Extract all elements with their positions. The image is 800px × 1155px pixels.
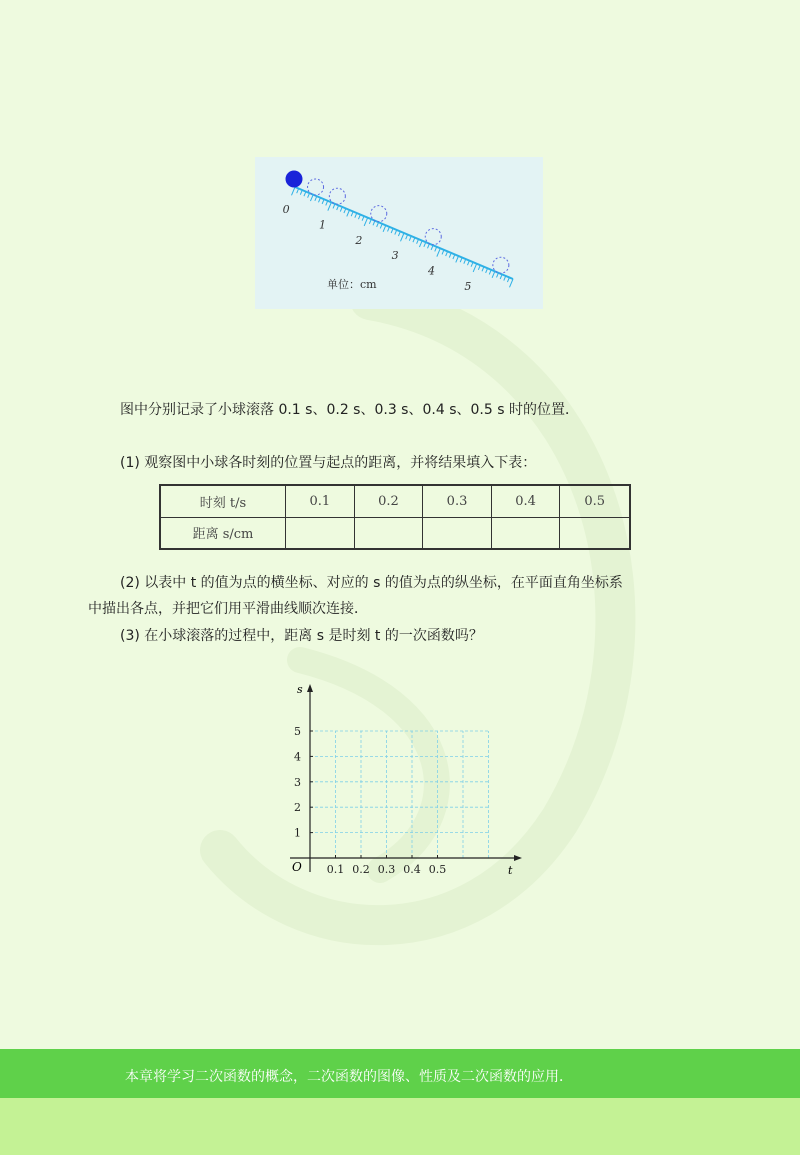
ruler-tick bbox=[355, 213, 357, 218]
y-tick-label: 1 bbox=[294, 826, 301, 840]
ruler bbox=[292, 187, 513, 287]
y-tick-label: 3 bbox=[294, 775, 301, 789]
rolling-ball-figure bbox=[255, 157, 543, 309]
ruler-tick bbox=[395, 230, 397, 235]
distance-cell[interactable] bbox=[354, 517, 423, 549]
ruler-tick bbox=[398, 231, 400, 236]
time-cell: 0.1 bbox=[286, 485, 355, 517]
ball bbox=[286, 171, 303, 188]
ruler-tick bbox=[401, 233, 404, 241]
axes bbox=[290, 684, 522, 872]
y-tick-label: 4 bbox=[294, 750, 301, 764]
x-tick-labels bbox=[327, 863, 447, 876]
x-axis-label: t bbox=[508, 864, 513, 877]
time-cell: 0.3 bbox=[423, 485, 492, 517]
ruler-tick bbox=[377, 222, 379, 227]
ball-positions bbox=[308, 179, 509, 273]
unit-label: 单位：cm bbox=[327, 278, 377, 291]
distance-cell[interactable] bbox=[286, 517, 355, 549]
y-tick-label: 2 bbox=[294, 801, 301, 815]
ruler-tick bbox=[300, 190, 302, 195]
ruler-tick bbox=[435, 247, 437, 252]
ruler-tick bbox=[442, 250, 444, 255]
ruler-tick bbox=[449, 253, 451, 258]
ruler-tick bbox=[347, 210, 350, 216]
ruler-tick bbox=[333, 204, 335, 209]
ruler-tick bbox=[388, 227, 390, 232]
ruler-tick bbox=[344, 208, 346, 213]
ruler-tick bbox=[437, 248, 440, 256]
ruler-tick bbox=[326, 201, 328, 206]
footer-text: 本章将学习二次函数的概念，二次函数的图像、性质及二次函数的应用． bbox=[125, 1069, 573, 1085]
data-table bbox=[159, 484, 631, 550]
question-2-line-2: 中描出各点，并把它们用平滑曲线顺次连接． bbox=[88, 601, 368, 617]
grid bbox=[310, 731, 489, 858]
ruler-tick bbox=[292, 187, 295, 195]
ruler-tick bbox=[362, 216, 364, 221]
x-tick-label: 0.2 bbox=[352, 863, 370, 876]
ruler-tick bbox=[308, 193, 310, 198]
y-tick-labels bbox=[294, 725, 301, 840]
ruler-tick bbox=[486, 268, 488, 273]
distance-cell[interactable] bbox=[560, 517, 630, 549]
question-1: (1) 观察图中小球各时刻的位置与起点的距离，并将结果填入下表： bbox=[120, 455, 537, 471]
x-axis-arrow bbox=[514, 855, 522, 861]
row-header-distance: 距离 s/cm bbox=[160, 517, 286, 549]
question-3: (3) 在小球滚落的过程中，距离 s 是时刻 t 的一次函数吗？ bbox=[120, 628, 483, 644]
ruler-tick bbox=[337, 205, 339, 210]
ruler-tick bbox=[297, 189, 299, 194]
ruler-tick bbox=[464, 259, 466, 264]
ruler-tick bbox=[419, 241, 422, 247]
ruler-tick bbox=[431, 245, 433, 250]
ruler-tick bbox=[510, 279, 513, 287]
ruler-tick bbox=[318, 198, 320, 203]
x-tick-label: 0.1 bbox=[326, 863, 345, 876]
ruler-tick bbox=[340, 207, 342, 212]
ruler-tick bbox=[409, 236, 411, 241]
ruler-tick bbox=[417, 239, 419, 244]
x-tick-label: 0.5 bbox=[428, 863, 447, 876]
ruler-tick bbox=[489, 270, 491, 275]
ruler-tick bbox=[504, 276, 506, 281]
ruler-tick bbox=[467, 261, 469, 266]
ruler-tick bbox=[507, 277, 509, 282]
ruler-tick bbox=[453, 254, 455, 259]
row-header-time: 时刻 t/s bbox=[160, 485, 286, 517]
x-tick-label: 0.3 bbox=[377, 863, 396, 876]
ruler-tick bbox=[427, 244, 429, 249]
ruler-tick bbox=[471, 262, 473, 267]
ruler-tick bbox=[497, 273, 499, 278]
time-cell: 0.5 bbox=[560, 485, 630, 517]
ruler-number: 2 bbox=[355, 233, 363, 247]
coordinate-plane bbox=[280, 680, 530, 880]
ruler-number: 3 bbox=[391, 249, 399, 263]
ruler-tick bbox=[473, 264, 476, 272]
origin-label: O bbox=[292, 860, 302, 874]
question-2-line-1: (2) 以表中 t 的值为点的横坐标、对应的 s 的值为点的纵坐标，在平面直角坐标系 bbox=[120, 575, 623, 591]
ruler-tick bbox=[364, 218, 367, 226]
ruler-tick bbox=[369, 219, 371, 224]
ruler-number: 1 bbox=[319, 218, 327, 232]
ruler-tick bbox=[413, 238, 415, 243]
y-axis-arrow bbox=[307, 684, 313, 692]
x-tick-label: 0.4 bbox=[403, 863, 421, 876]
ruler-diagram bbox=[255, 157, 543, 309]
ruler-tick bbox=[304, 192, 306, 197]
ruler-tick bbox=[500, 274, 502, 279]
ruler-tick bbox=[478, 265, 480, 270]
ruler-tick bbox=[328, 202, 331, 210]
ruler-tick bbox=[460, 258, 462, 263]
ruler-number: 0 bbox=[282, 203, 290, 217]
ruler-tick bbox=[424, 242, 426, 247]
ruler-number: 5 bbox=[464, 279, 472, 293]
ruler-tick bbox=[358, 215, 360, 220]
ruler-tick bbox=[315, 196, 317, 201]
distance-cell[interactable] bbox=[423, 517, 492, 549]
ruler-numbers bbox=[283, 203, 472, 293]
ruler-tick bbox=[351, 212, 353, 217]
intro-text: 图中分别记录了小球滚落 0.1 s、0.2 s、0.3 s、0.4 s、0.5 s 时的位置． bbox=[120, 402, 579, 418]
time-cell: 0.2 bbox=[354, 485, 423, 517]
ruler-tick bbox=[456, 256, 459, 262]
ruler-tick bbox=[322, 199, 324, 204]
time-cell: 0.4 bbox=[491, 485, 560, 517]
ruler-tick bbox=[492, 271, 495, 277]
y-axis-label: s bbox=[297, 683, 303, 696]
ruler-tick bbox=[383, 225, 386, 231]
table-row bbox=[160, 485, 630, 517]
ruler-tick bbox=[310, 195, 313, 201]
ruler-tick bbox=[406, 235, 408, 240]
ruler-tick bbox=[446, 251, 448, 256]
ruler-tick bbox=[391, 228, 393, 233]
table-row bbox=[160, 517, 630, 549]
ruler-number: 4 bbox=[428, 264, 436, 278]
ruler-tick bbox=[482, 267, 484, 272]
footer-strip bbox=[0, 1098, 800, 1155]
distance-cell[interactable] bbox=[491, 517, 560, 549]
ruler-tick bbox=[373, 221, 375, 226]
ruler-tick bbox=[380, 224, 382, 229]
y-tick-label: 5 bbox=[294, 725, 301, 738]
